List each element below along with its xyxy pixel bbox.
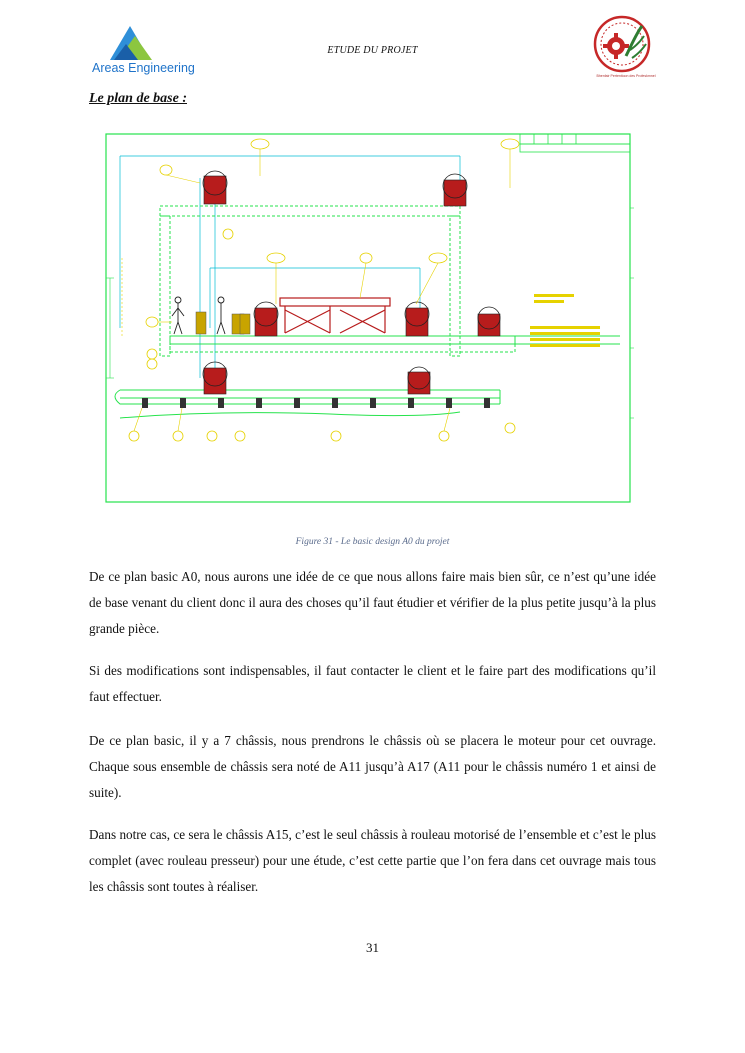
figure-caption: Figure 31 - Le basic design A0 du projet <box>295 537 450 547</box>
paragraph-plan-basic: De ce plan basic A0, nous aurons une idée de ce que nous allons faire mais bien sûr, ce n’est qu’une idée de base venant du client donc il aura des choses qu’il faut étudier et vérifier de la plus petite jusqu’à la plus grande pièce. <box>89 569 656 636</box>
basic-design-drawing <box>100 128 636 506</box>
paragraph-chassis-a15: Dans notre cas, ce sera le châssis A15, c’est le seul châssis à rouleau motorisé de l’ensemble et c’est le plus complet (avec rouleau presseur) pour une étude, c’est cette partie que l’on fera dans cet ouvrage mais tous les châssis sont toutes à réaliser. <box>89 827 656 894</box>
paragraph-chassis-count: De ce plan basic, il y a 7 châssis, nous prendrons le châssis où se placera le moteur pour cet ouvrage. Chaque sous ensemble de châssis sera noté de A11 jusqu’à A17 (A11 pour le châssis numéro 1 et ainsi de suite). <box>89 733 656 800</box>
header-title: ETUDE DU PROJET <box>327 45 418 56</box>
section-title: Le plan de base : <box>89 91 187 106</box>
page-number: 31 <box>366 940 379 955</box>
triangle-logo-icon <box>90 24 205 64</box>
school-logo <box>592 14 660 82</box>
brand-name: Areas Engineering <box>92 61 195 75</box>
paragraph-modifications: Si des modifications sont indispensables, il faut contacter le client et le faire part des modifications qu’il faut effectuer. <box>89 663 656 704</box>
gear-emblem-icon <box>592 14 660 74</box>
school-logo-caption: Bhenfair Pertentioon des Profeskmnel <box>596 74 656 78</box>
